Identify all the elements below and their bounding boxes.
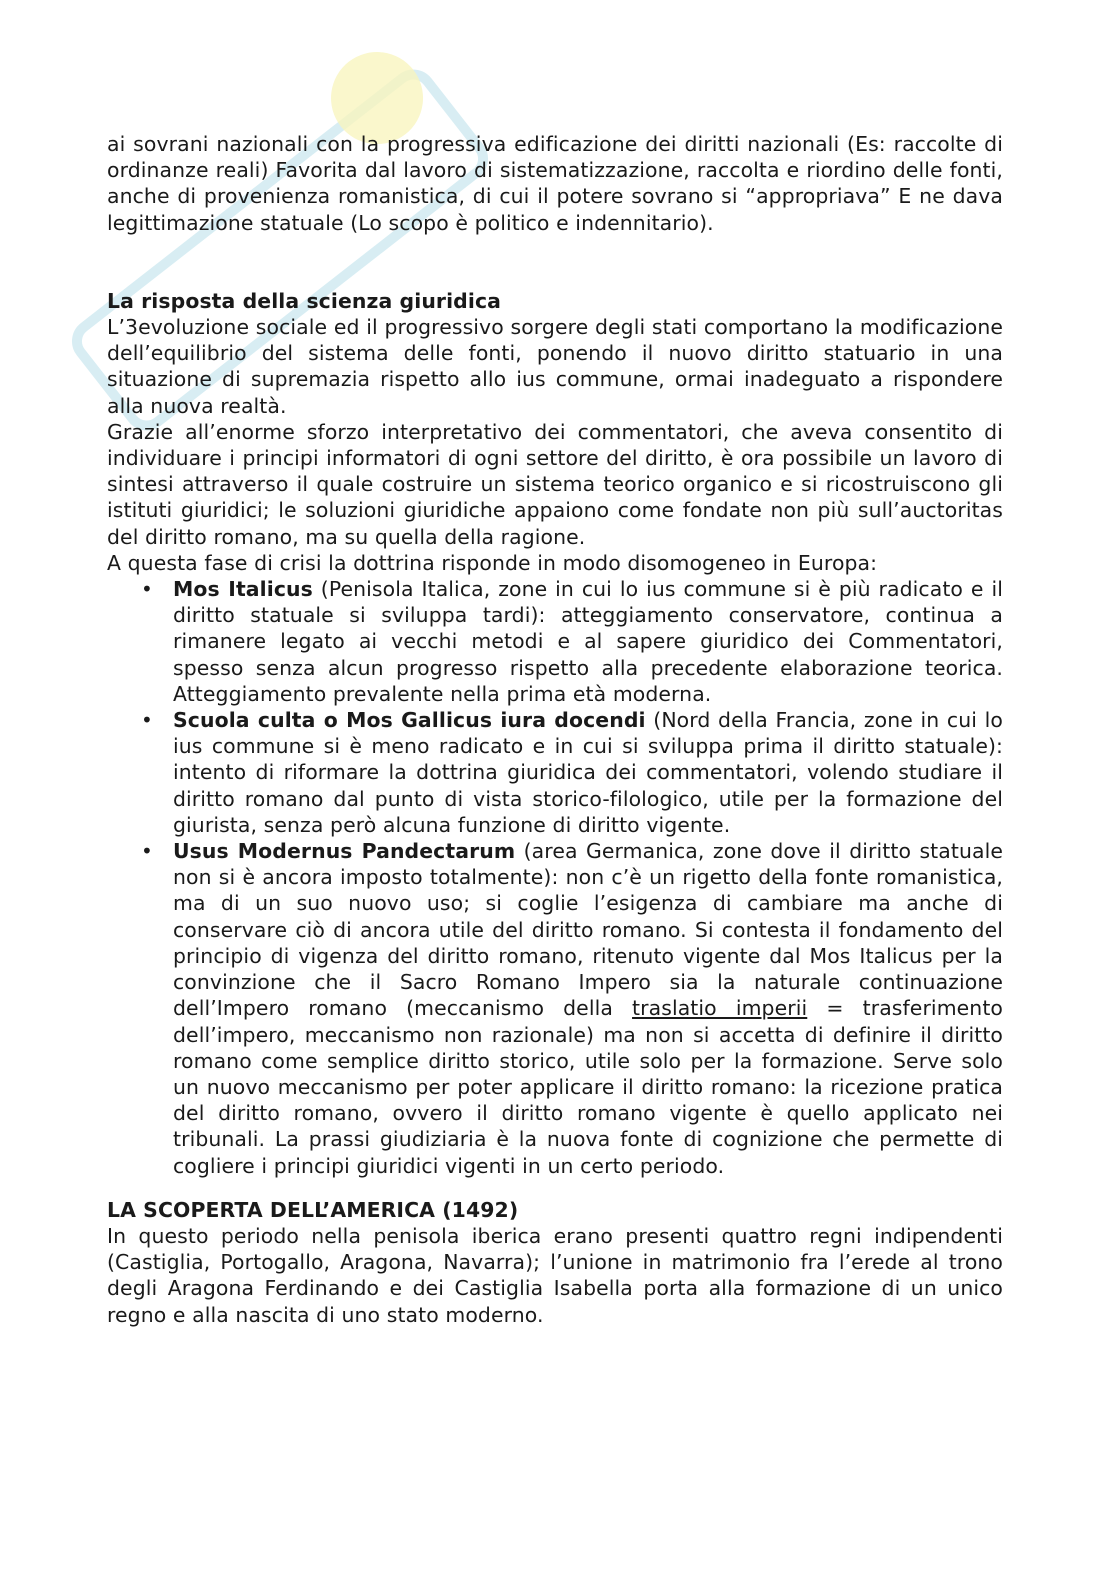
term-mos-italicus: Mos Italicus [173,577,313,602]
bullet-icon: • [141,708,153,733]
underlined-traslatio-imperii: traslatio imperii [632,996,808,1021]
paragraph-sforzo-interpretativo: Grazie all’enorme sforzo interpretativo dei commentatori, che aveva consentito di individuare i principi informatori di ogni settore del diritto, è ora possibile un lavoro di sintesi attraverso il quale costruire un sistema teorico organico e si ricostruiscono gli istituti giuridici; le soluzioni giuridiche appaiono come fondate non più sull’auctoritas del diritto romano, ma su quella della ragione. [107,419,1003,549]
paragraph-fase-di-crisi: A questa fase di crisi la dottrina risponde in modo disomogeneo in Europa: [107,550,878,575]
section-heading-scoperta-america: LA SCOPERTA DELL’AMERICA (1492) [107,1197,519,1222]
bullet-icon: • [141,577,153,602]
paragraph-penisola-iberica: In questo periodo nella penisola iberica erano presenti quattro regni indipendenti (Castiglia, Portogallo, Aragona, Navarra); l’unione in matrimonio fra l’erede al trono degli Aragona Ferdinando e dei Castiglia Isabella porta alla formazione di un unico regno e alla nascita di uno stato moderno. [107,1223,1003,1327]
desc-mos-gallicus: (Nord della Francia, zone in cui lo ius commune si è meno radicato e in cui si sviluppa prima il diritto statuale): intento di riformare la dottrina giuridica dei commentatori, volendo studiare il diritto romano dal punto di vista storico-filologico, utile per la formazione del giurista, senza però alcuna funzione di diritto vigente. [173,708,1003,837]
desc-mos-italicus: (Penisola Italica, zone in cui lo ius commune si è più radicato e il diritto statuale si sviluppa tardi): atteggiamento conservatore, continua a rimanere legato ai vecchi metodi e al sapere giuridico dei Commentatori, spesso senza alcun progresso rispetto alla precedente elaborazione teorica. Atteggiamento prevalente nella prima età moderna. [173,577,1003,706]
desc-usus-modernus-a: (area Germanica, zone dove il diritto statuale non si è ancora imposto totalmente): non c’è un rigetto della fonte romanistica, ma di un suo nuovo uso; si coglie l’esigenza di cambiare ma anche di conservare ciò di ancora utile del diritto romano. Si contesta il fondamento del principio di vigenza del diritto romano, ritenuto vigente dal Mos Italicus per la convinzione che il Sacro Romano Impero sia la naturale continuazione dell’Impero romano (meccanismo della [173,839,1003,1021]
dottrina-bullet-list [107,576,1003,1179]
spacer [107,236,1003,288]
document-page [107,131,1003,1328]
paragraph-evoluzione-sociale: L’3evoluzione sociale ed il progressivo sorgere degli stati comportano la modificazione dell’equilibrio del sistema delle fonti, ponendo il nuovo diritto statuario in una situazione di supremazia rispetto allo ius commune, ormai inadeguato a rispondere alla nuova realtà. [107,315,1003,418]
bullet-icon: • [141,839,153,864]
desc-usus-modernus-b: = trasferimento dell’impero, meccanismo non razionale) ma non si accetta di definire il diritto romano come semplice diritto storico, utile solo per la formazione. Serve solo un nuovo meccanismo per poter applicare il diritto romano: la ricezione pratica del diritto romano, ovvero il diritto romano vigente è quello applicato nei tribunali. La prassi giudiziaria è la nuova fonte di cognizione che permette di cogliere i principi giuridici vigenti in un certo periodo. [173,996,1003,1178]
intro-paragraph: ai sovrani nazionali con la progressiva edificazione dei diritti nazionali (Es: raccolte di ordinanze reali) Favorita dal lavoro di sistematizzazione, raccolta e riordino delle fonti, anche di provenienza romanistica, di cui il potere sovrano si “appropriava” E ne dava legittimazione statuale (Lo scopo è politico e indennitario). [107,132,1003,235]
list-item-mos-italicus [107,576,1003,707]
list-item-usus-modernus [107,838,1003,1179]
list-item-mos-gallicus [107,707,1003,838]
term-usus-modernus: Usus Modernus Pandectarum [173,839,516,864]
term-mos-gallicus: Scuola culta o Mos Gallicus iura docendi [173,708,646,733]
section-heading-scienza-giuridica: La risposta della scienza giuridica [107,288,502,313]
spacer [107,1179,1003,1197]
